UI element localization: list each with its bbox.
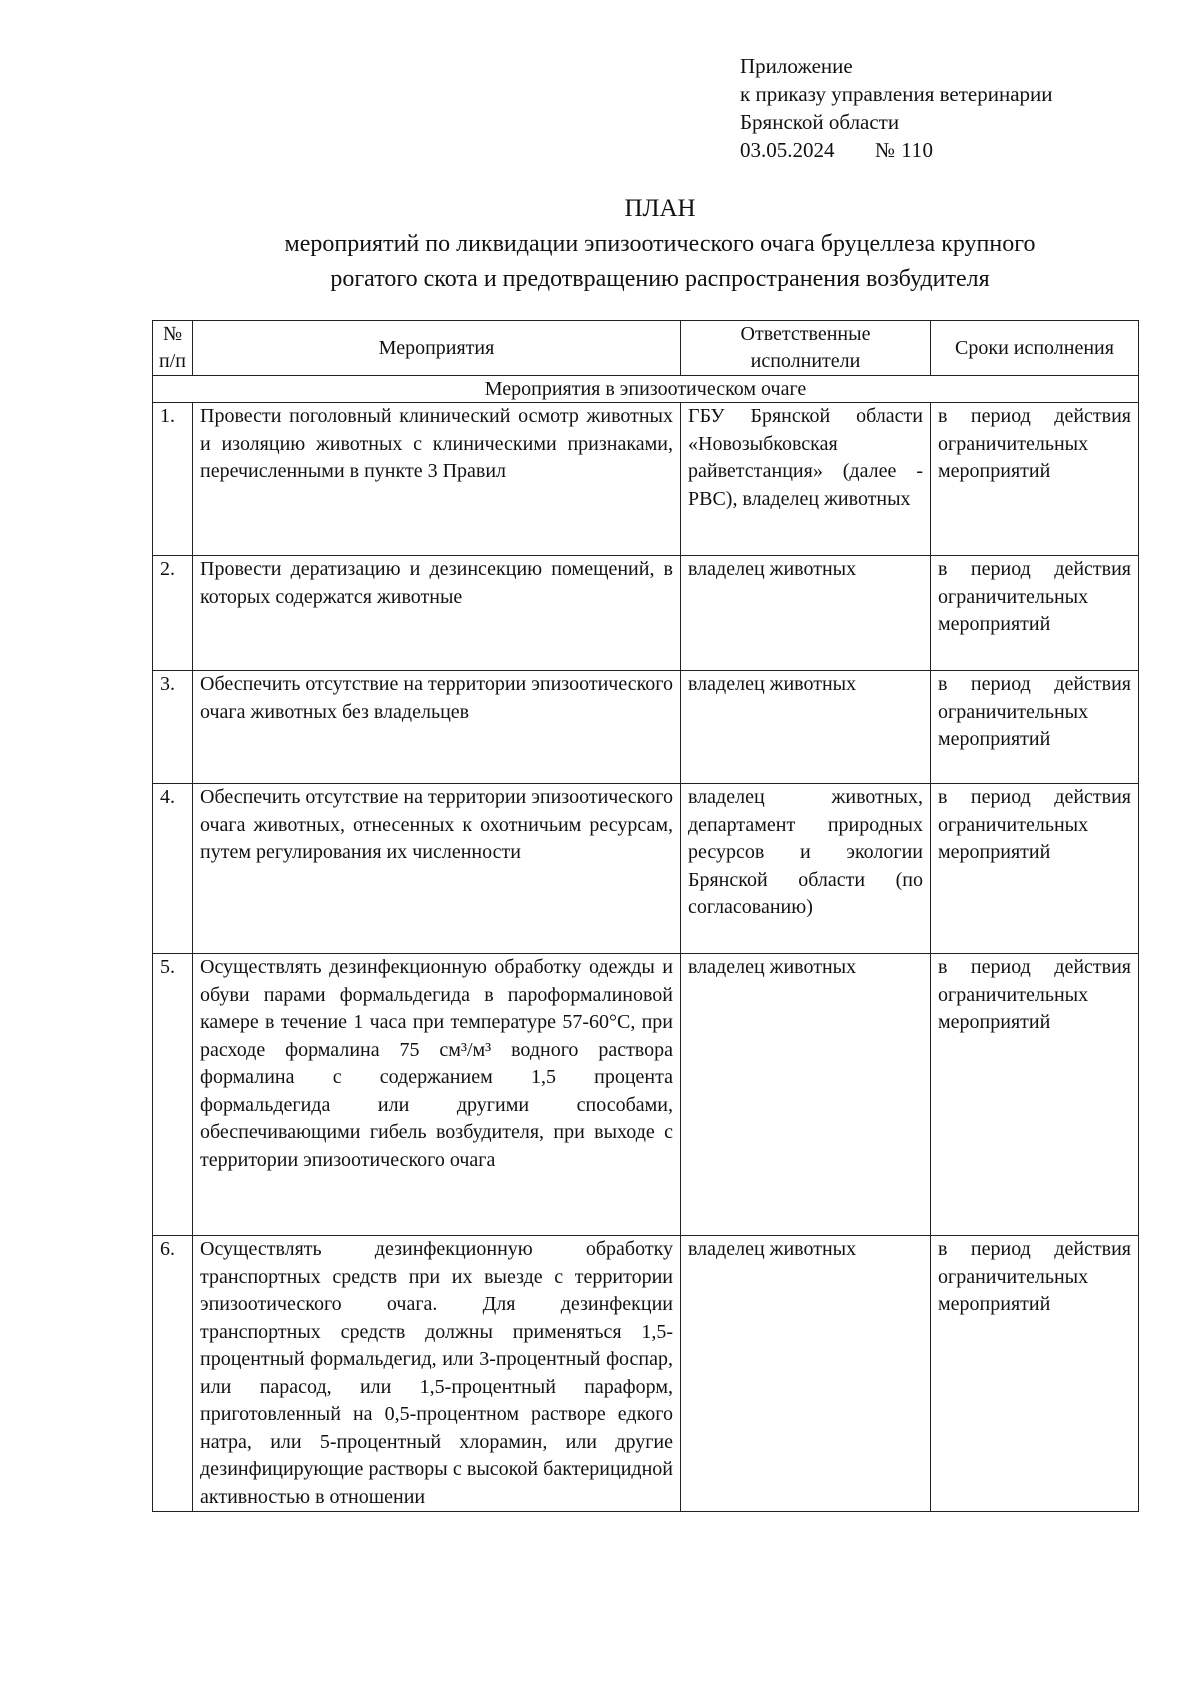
row-deadline: в период действия ограничительных мероприятий	[931, 556, 1139, 671]
appendix-header	[740, 52, 1053, 164]
order-date: 03.05.2024	[740, 138, 835, 162]
row-responsible: владелец животных	[681, 671, 931, 784]
row-num: 1.	[153, 403, 193, 556]
table-row	[153, 954, 1139, 1236]
row-deadline: в период действия ограничительных мероприятий	[931, 954, 1139, 1236]
table-row	[153, 671, 1139, 784]
header-responsible: Ответственные исполнители	[681, 321, 931, 376]
row-deadline: в период действия ограничительных мероприятий	[931, 784, 1139, 954]
row-responsible: владелец животных	[681, 954, 931, 1236]
title-line-2: рогатого скота и предотвращению распространения возбудителя	[330, 266, 990, 292]
row-responsible: ГБУ Брянской области «Новозыбковская райветстанция» (далее - РВС), владелец животных	[681, 403, 931, 556]
table-row	[153, 1236, 1139, 1512]
row-deadline: в период действия ограничительных мероприятий	[931, 1236, 1139, 1512]
row-num: 5.	[153, 954, 193, 1236]
row-num: 3.	[153, 671, 193, 784]
row-activity: Осуществлять дезинфекционную обработку одежды и обуви парами формальдегида в пароформалиновой камере в течение 1 часа при температуре 57-60°С, при расходе формалина 75 см³/м³ водного раствора формалина с содержанием 1,5 процента формальдегида или другими способами, обеспечивающими гибель возбудителя, при выходе с территории эпизоотического очага	[193, 954, 681, 1236]
row-activity: Осуществлять дезинфекционную обработку транспортных средств при их выезде с территории эпизоотического очага. Для дезинфекции транспортных средств должны применяться 1,5-процентный формальдегид, или 3-процентный фоспар, или парасод, или 1,5-процентный параформ, приготовленный на 0,5-процентном растворе едкого натра, или 5-процентный хлорамин, или другие дезинфицирующие растворы с высокой бактерицидной активностью в отношении	[193, 1236, 681, 1512]
row-activity: Обеспечить отсутствие на территории эпизоотического очага животных без владельцев	[193, 671, 681, 784]
plan-table	[152, 320, 1139, 1512]
row-num: 4.	[153, 784, 193, 954]
row-activity: Обеспечить отсутствие на территории эпизоотического очага животных, отнесенных к охотничьим ресурсам, путем регулирования их численности	[193, 784, 681, 954]
section-row	[153, 376, 1139, 403]
table-row	[153, 403, 1139, 556]
document-title	[130, 192, 1190, 296]
header-deadline: Сроки исполнения	[931, 321, 1139, 376]
appendix-label: Приложение	[740, 54, 853, 78]
row-activity: Провести поголовный клинический осмотр животных и изоляцию животных с клиническими признаками, перечисленными в пункте 3 Правил	[193, 403, 681, 556]
row-responsible: владелец животных	[681, 1236, 931, 1512]
order-number: № 110	[875, 138, 934, 162]
table-row	[153, 556, 1139, 671]
title-main: ПЛАН	[624, 195, 696, 222]
table-row	[153, 784, 1139, 954]
table-header-row	[153, 321, 1139, 376]
title-line-1: мероприятий по ликвидации эпизоотического очага бруцеллеза крупного	[284, 231, 1036, 257]
row-num: 6.	[153, 1236, 193, 1512]
appendix-date-number	[740, 136, 1053, 164]
row-deadline: в период действия ограничительных мероприятий	[931, 671, 1139, 784]
row-activity: Провести дератизацию и дезинсекцию помещений, в которых содержатся животные	[193, 556, 681, 671]
section-title: Мероприятия в эпизоотическом очаге	[153, 376, 1139, 403]
row-responsible: владелец животных, департамент природных ресурсов и экологии Брянской области (по согласованию)	[681, 784, 931, 954]
header-activity: Мероприятия	[193, 321, 681, 376]
row-responsible: владелец животных	[681, 556, 931, 671]
row-num: 2.	[153, 556, 193, 671]
row-deadline: в период действия ограничительных мероприятий	[931, 403, 1139, 556]
header-num: № п/п	[153, 321, 193, 376]
appendix-order-ref: к приказу управления ветеринарии	[740, 82, 1053, 106]
appendix-region: Брянской области	[740, 110, 900, 134]
